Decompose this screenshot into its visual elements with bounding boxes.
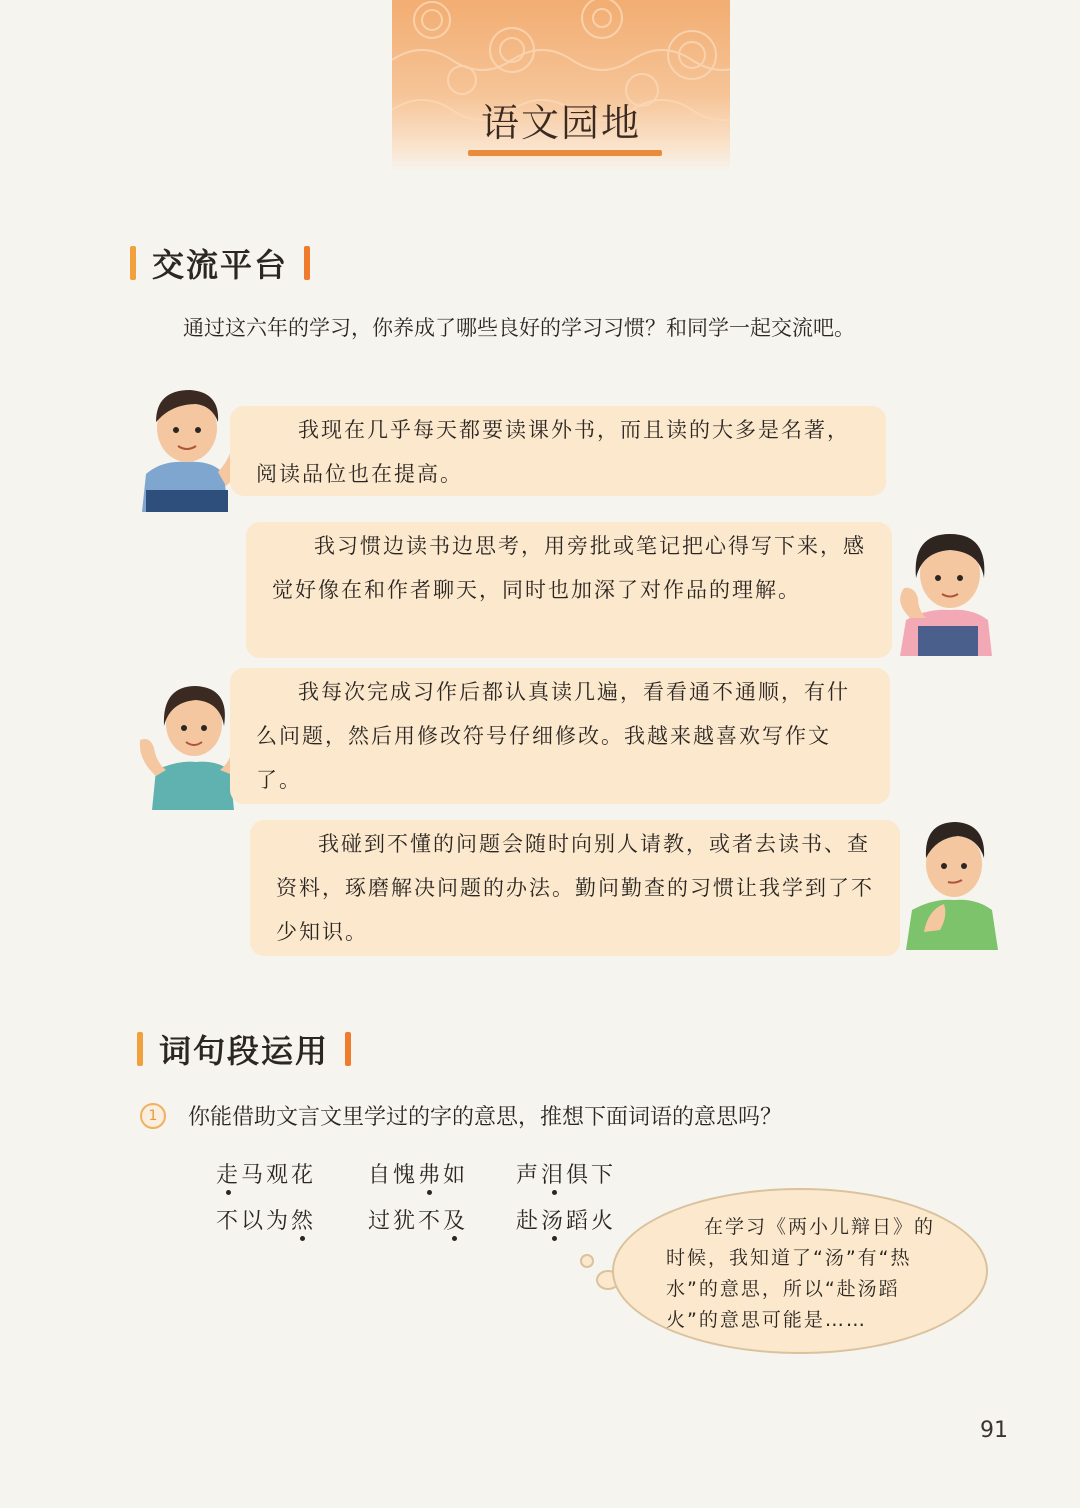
exercise-question xyxy=(140,1100,782,1131)
word-item: 过犹不及 xyxy=(368,1209,469,1234)
word-item: 不以为然 xyxy=(216,1209,317,1234)
intro-text: 通过这六年的学习，你养成了哪些良好的学习习惯？和同学一起交流吧。 xyxy=(183,316,855,340)
emphasis-dot xyxy=(427,1190,432,1195)
speech-bubble-3 xyxy=(230,668,890,804)
speech-bubble-4 xyxy=(250,820,900,956)
thought-bubble xyxy=(612,1188,988,1354)
emphasis-dot xyxy=(300,1236,305,1241)
bubble-text-4: 我碰到不懂的问题会随时向别人请教，或者去读书、查资料，琢磨解决问题的办法。勤问勤查的习惯让我学到了不少知识。 xyxy=(276,832,874,944)
word-item: 自愧弗如 xyxy=(368,1163,469,1188)
heading-bar-right xyxy=(304,246,310,280)
word-item: 声泪俱下 xyxy=(516,1163,617,1188)
section-heading-text: 交流平台 xyxy=(152,246,289,284)
thought-circle-small xyxy=(580,1254,594,1268)
emphasis-dot xyxy=(452,1236,457,1241)
emphasis-dot xyxy=(552,1190,557,1195)
heading-bar-left xyxy=(137,1032,143,1066)
emphasis-dot xyxy=(552,1236,557,1241)
heading-bar-left xyxy=(130,246,136,280)
bubble-text-3: 我每次完成习作后都认真读几遍，看看通不通顺，有什么问题，然后用修改符号仔细修改。我越来越喜欢写作文了。 xyxy=(256,680,850,792)
speech-bubble-2 xyxy=(246,522,892,658)
section-heading-exchange xyxy=(130,240,310,286)
bubble-text-2: 我习惯边读书边思考，用旁批或笔记把心得写下来，感觉好像在和作者聊天，同时也加深了对作品的理解。 xyxy=(272,534,866,602)
speech-bubble-1 xyxy=(230,406,886,496)
emphasis-dot xyxy=(226,1190,231,1195)
heading-bar-right xyxy=(345,1032,351,1066)
question-text: 你能借助文言文里学过的字的意思，推想下面词语的意思吗？ xyxy=(188,1105,783,1130)
section-heading-text: 词句段运用 xyxy=(159,1032,330,1070)
page-title: 语文园地 xyxy=(480,101,641,145)
title-banner xyxy=(392,0,730,172)
section-heading-word-usage xyxy=(137,1026,351,1072)
title-underline xyxy=(468,150,662,156)
exercise-number-badge: 1 xyxy=(140,1103,166,1129)
bubble-text-1: 我现在几乎每天都要读课外书，而且读的大多是名著，阅读品位也在提高。 xyxy=(256,418,850,486)
word-item: 赴汤蹈火 xyxy=(516,1209,617,1234)
girl-illustration-1 xyxy=(888,522,1008,660)
thought-text: 在学习《两小儿辩日》的时候，我知道了“汤”有“热水”的意思，所以“赴汤蹈火”的意思可能是…… xyxy=(666,1216,936,1331)
page-number: 91 xyxy=(980,1418,1008,1443)
word-item: 走马观花 xyxy=(216,1163,317,1188)
boy-illustration-2 xyxy=(900,810,1004,954)
